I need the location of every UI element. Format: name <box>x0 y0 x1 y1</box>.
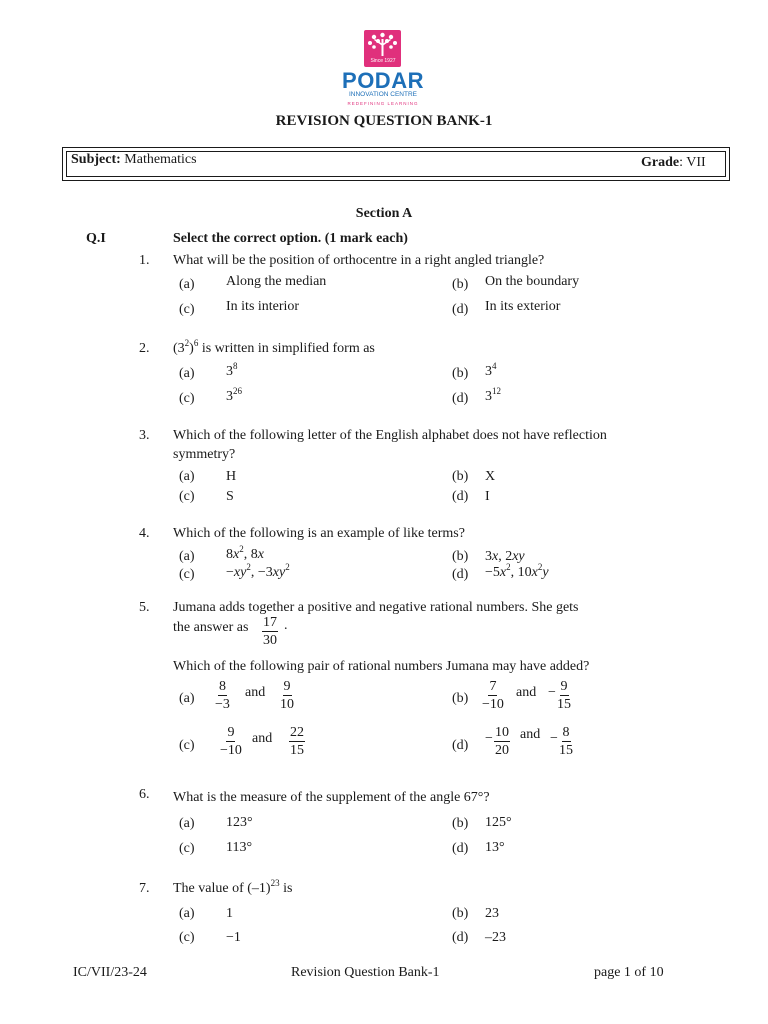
subject-label: Subject: <box>71 152 121 167</box>
q7-b-label: (b) <box>452 906 469 921</box>
q7-text: The value of $(-1)^{23}$ is <box>173 878 293 896</box>
logo-tag: REDEFINING LEARNING <box>347 101 419 106</box>
q7-c-label: (c) <box>179 930 195 945</box>
q4-b-label: (b) <box>452 549 469 564</box>
section-heading: Section A <box>355 206 413 221</box>
q5-b-fraction-2: $\frac{9}{15}$ <box>557 679 571 712</box>
q7-d-label: (d) <box>452 930 469 945</box>
q4-a-text: $8x^2$, 8x <box>226 544 264 562</box>
q5-b-fraction-1: $\frac{7}{-10}$ <box>482 679 504 712</box>
q6-number: 6. <box>139 787 150 802</box>
footer-code: IC/VII/23-24 <box>73 965 147 980</box>
q2-number: 2. <box>139 341 150 356</box>
grade-line <box>641 155 706 171</box>
q5-b-label: (b) <box>452 691 469 706</box>
q5-c-fraction-2: $\frac{22}{15}$ <box>290 725 304 758</box>
q1-a-label: (a) <box>179 277 195 292</box>
q1-b-label: (b) <box>452 277 469 292</box>
logo-since: Since 1927 <box>370 58 396 64</box>
q7-a-text: 1 <box>226 906 233 921</box>
q1-a-text: Along the median <box>226 274 327 289</box>
q3-b-label: (b) <box>452 469 469 484</box>
q3-c-text: S <box>226 489 234 504</box>
q5-b-minus: − <box>548 685 556 700</box>
q1-c-text: In its interior <box>226 299 300 314</box>
q3-b-text: X <box>485 469 496 484</box>
q5-period: . <box>284 618 288 633</box>
q3-text-line1: Which of the following letter of the English alphabet does not have reflection <box>173 428 607 443</box>
q4-b-text: 3x, 2xy <box>485 549 525 564</box>
subject-line <box>71 152 197 168</box>
q7-number: 7. <box>139 881 150 896</box>
q2-a-text: $3^8$ <box>226 361 238 379</box>
q5-a-fraction-1: $\frac{8}{-3}$ <box>215 679 230 712</box>
q5-answer-fraction: $\frac{17}{30}$ <box>263 615 277 648</box>
q5-text-line3: Which of the following pair of rational numbers Jumana may have added? <box>173 659 590 674</box>
q3-a-label: (a) <box>179 469 195 484</box>
q6-d-text: 13° <box>485 840 505 855</box>
q1-b-text: On the boundary <box>485 274 580 289</box>
q4-number: 4. <box>139 526 150 541</box>
page-title: REVISION QUESTION BANK-1 <box>275 113 493 129</box>
q5-d-fraction-1: $\frac{10}{20}$ <box>495 725 509 758</box>
q6-b-label: (b) <box>452 816 469 831</box>
grade-value: : VII <box>679 155 706 170</box>
q4-text: Which of the following is an example of like terms? <box>173 526 465 541</box>
q2-text: $(3^2)^6$ is written in simplified form as <box>173 338 375 356</box>
q5-d-fraction-2: $\frac{8}{15}$ <box>559 725 573 758</box>
grade-label: Grade <box>641 155 680 170</box>
q5-b-and: and <box>516 685 537 700</box>
q3-d-label: (d) <box>452 489 469 504</box>
q6-d-label: (d) <box>452 841 469 856</box>
q4-d-label: (d) <box>452 567 469 582</box>
q1-number: 1. <box>139 253 150 268</box>
q3-text-line2: symmetry? <box>173 447 236 462</box>
q3-number: 3. <box>139 428 150 443</box>
q5-text-line2: the answer as <box>173 620 249 635</box>
q6-a-label: (a) <box>179 816 195 831</box>
q5-text-line1: Jumana adds together a positive and negative rational numbers. She gets <box>173 600 579 615</box>
q7-d-text: –23 <box>485 930 506 945</box>
q5-a-and: and <box>245 685 266 700</box>
q2-b-label: (b) <box>452 366 469 381</box>
podar-logo <box>333 30 433 110</box>
footer-page-number: page 1 of 10 <box>594 965 664 980</box>
q2-d-label: (d) <box>452 391 469 406</box>
question-group-title: Select the correct option. (1 mark each) <box>173 231 408 246</box>
q1-c-label: (c) <box>179 302 195 317</box>
q5-d-label: (d) <box>452 738 469 753</box>
q6-a-text: 123° <box>226 815 253 830</box>
q3-c-label: (c) <box>179 489 195 504</box>
logo-brand: PODAR <box>342 68 424 93</box>
q7-a-label: (a) <box>179 906 195 921</box>
subject-value: Mathematics <box>124 152 197 167</box>
q2-b-text: $3^4$ <box>485 361 497 379</box>
q7-b-text: 23 <box>485 906 499 921</box>
q1-text: What will be the position of orthocentre in a right angled triangle? <box>173 253 545 268</box>
q3-a-text: H <box>226 469 237 484</box>
q6-c-text: 113° <box>226 840 253 855</box>
q1-d-text: In its exterior <box>485 299 561 314</box>
q5-c-and: and <box>252 731 273 746</box>
q2-c-text: $3^{26}$ <box>226 386 242 404</box>
q5-a-label: (a) <box>179 691 195 706</box>
q4-c-text: $-xy^2$, $-3xy^2$ <box>226 562 290 580</box>
q6-c-label: (c) <box>179 841 195 856</box>
q7-c-text: −1 <box>226 930 241 945</box>
q4-d-text: $-5x^2$, $10x^2y$ <box>485 562 549 580</box>
q5-d-minus-2: − <box>550 731 558 746</box>
q5-d-minus-1: − <box>485 731 493 746</box>
question-group-number: Q.I <box>86 231 106 246</box>
q4-c-label: (c) <box>179 567 195 582</box>
q5-d-and: and <box>520 727 541 742</box>
q5-a-fraction-2: $\frac{9}{10}$ <box>280 679 294 712</box>
footer-title: Revision Question Bank-1 <box>291 965 440 980</box>
q6-text: What is the measure of the supplement of the angle 67°? <box>173 790 490 805</box>
q6-b-text: 125° <box>485 815 512 830</box>
q2-d-text: $3^{12}$ <box>485 386 501 404</box>
q2-c-label: (c) <box>179 391 195 406</box>
q1-d-label: (d) <box>452 302 469 317</box>
q5-number: 5. <box>139 600 150 615</box>
q2-a-label: (a) <box>179 366 195 381</box>
q5-c-fraction-1: $\frac{9}{-10}$ <box>220 725 242 758</box>
q3-d-text: I <box>485 489 490 504</box>
logo-sub: INNOVATION CENTRE <box>348 91 417 98</box>
q5-c-label: (c) <box>179 738 195 753</box>
q4-a-label: (a) <box>179 549 195 564</box>
